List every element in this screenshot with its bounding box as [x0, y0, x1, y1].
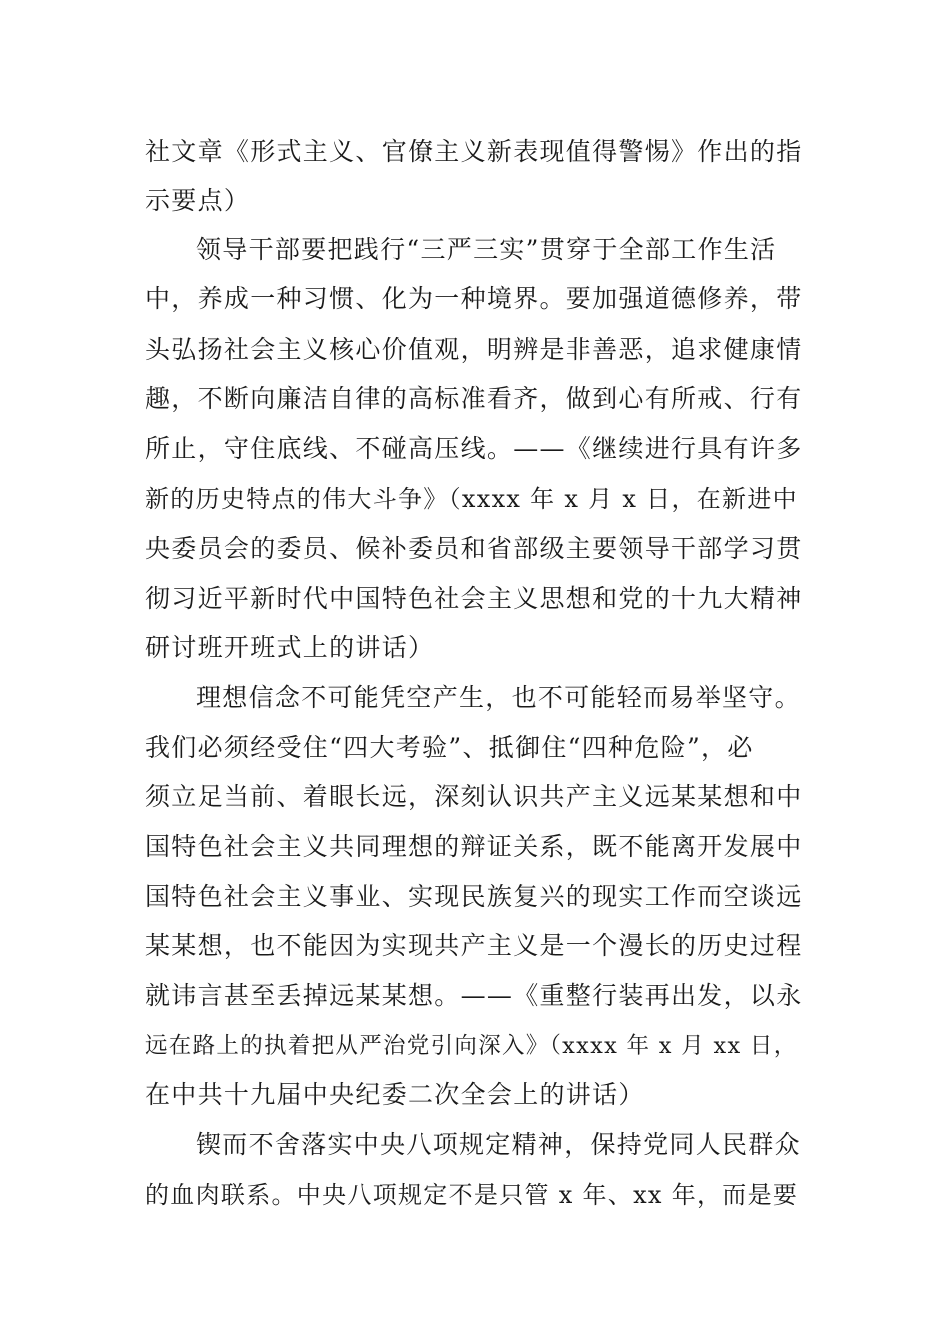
text-line: 新的历史特点的伟大斗争》（xxxx 年 x 月 x 日，在新进中: [145, 485, 798, 513]
text-line: 示要点）: [145, 186, 251, 215]
text-line: 趣，不断向廉洁自律的高标准看齐，做到心有所戒、行有: [145, 384, 803, 413]
text-line: 国特色社会主义共同理想的辩证关系，既不能离开发展中: [145, 832, 803, 861]
text-line: 头弘扬社会主义核心价值观，明辨是非善恶，追求健康情: [145, 335, 803, 364]
text-line: 研讨班开班式上的讲话）: [145, 633, 435, 662]
paragraph-start-line: 领导干部要把践行“三严三实”贯穿于全部工作生活: [196, 235, 777, 264]
text-line: 就讳言甚至丢掉远某某想。——《重整行装再出发，以永: [145, 981, 803, 1010]
paragraph-start-line: 理想信念不可能凭空产生，也不可能轻而易举坚守。: [196, 683, 801, 712]
text-line: 须立足当前、着眼长远，深刻认识共产主义远某某想和中: [145, 782, 803, 811]
text-line: 彻习近平新时代中国特色社会主义思想和党的十九大精神: [145, 584, 803, 613]
text-line: 所止，守住底线、不碰高压线。——《继续进行具有许多: [145, 434, 803, 463]
text-line: 社文章《形式主义、官僚主义新表现值得警惕》作出的指: [145, 137, 803, 166]
text-line: 的血肉联系。中央八项规定不是只管 x 年、xx 年，而是要: [145, 1181, 799, 1209]
text-line: 某某想，也不能因为实现共产主义是一个漫长的历史过程: [145, 931, 803, 960]
text-line: 中，养成一种习惯、化为一种境界。要加强道德修养，带: [145, 284, 803, 313]
text-line: 国特色社会主义事业、实现民族复兴的现实工作而空谈远: [145, 882, 803, 911]
paragraph-start-line: 锲而不舍落实中央八项规定精神，保持党同人民群众: [196, 1130, 801, 1159]
text-line: 远在路上的执着把从严治党引向深入》（xxxx 年 x 月 xx 日，: [145, 1033, 798, 1059]
text-line: 我们必须经受住“四大考验”、抵御住“四种危险”，必: [145, 733, 754, 762]
text-line: 央委员会的委员、候补委员和省部级主要领导干部学习贯: [145, 534, 803, 563]
text-line: 在中共十九届中央纪委二次全会上的讲话）: [145, 1080, 645, 1109]
